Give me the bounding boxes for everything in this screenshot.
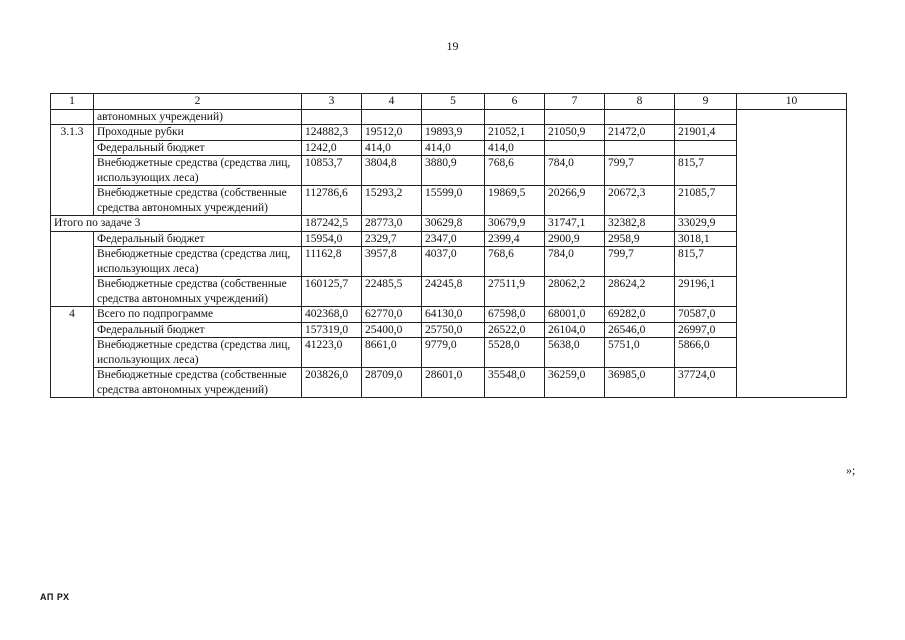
value-cell: 799,7 bbox=[605, 247, 675, 277]
value-cell: 37724,0 bbox=[675, 368, 737, 398]
value-cell: 19869,5 bbox=[485, 186, 545, 216]
value-cell: 28773,0 bbox=[362, 216, 422, 232]
table-row bbox=[51, 140, 847, 156]
value-cell: 784,0 bbox=[545, 156, 605, 186]
page-number: 19 bbox=[446, 39, 459, 53]
column-header: 7 bbox=[545, 94, 605, 110]
value-cell: 32382,8 bbox=[605, 216, 675, 232]
value-cell: 21050,9 bbox=[545, 125, 605, 141]
column-header: 3 bbox=[302, 94, 362, 110]
value-cell: 41223,0 bbox=[302, 338, 362, 368]
table-row bbox=[51, 156, 847, 186]
value-cell: 784,0 bbox=[545, 247, 605, 277]
value-cell: 15599,0 bbox=[422, 186, 485, 216]
value-cell: 3880,9 bbox=[422, 156, 485, 186]
value-cell bbox=[302, 109, 362, 125]
table-row bbox=[51, 322, 847, 338]
row-label: Федеральный бюджет bbox=[94, 322, 302, 338]
table-row bbox=[51, 338, 847, 368]
column-header: 10 bbox=[737, 94, 847, 110]
value-cell: 5751,0 bbox=[605, 338, 675, 368]
column-header: 1 bbox=[51, 94, 94, 110]
value-cell: 5638,0 bbox=[545, 338, 605, 368]
value-cell: 70587,0 bbox=[675, 307, 737, 323]
column-header: 2 bbox=[94, 94, 302, 110]
value-cell: 62770,0 bbox=[362, 307, 422, 323]
value-cell: 112786,6 bbox=[302, 186, 362, 216]
value-cell: 68001,0 bbox=[545, 307, 605, 323]
value-cell: 26997,0 bbox=[675, 322, 737, 338]
table-row bbox=[51, 307, 847, 323]
value-cell: 21472,0 bbox=[605, 125, 675, 141]
value-cell bbox=[605, 109, 675, 125]
value-cell: 15293,2 bbox=[362, 186, 422, 216]
column-10-cell bbox=[737, 109, 847, 398]
value-cell: 3018,1 bbox=[675, 231, 737, 247]
value-cell bbox=[675, 109, 737, 125]
value-cell: 187242,5 bbox=[302, 216, 362, 232]
value-cell: 30629,8 bbox=[422, 216, 485, 232]
column-header: 8 bbox=[605, 94, 675, 110]
value-cell bbox=[545, 140, 605, 156]
header-row bbox=[51, 94, 847, 110]
value-cell bbox=[422, 109, 485, 125]
value-cell: 26522,0 bbox=[485, 322, 545, 338]
value-cell: 22485,5 bbox=[362, 277, 422, 307]
value-cell: 28601,0 bbox=[422, 368, 485, 398]
table-row bbox=[51, 247, 847, 277]
value-cell: 414,0 bbox=[485, 140, 545, 156]
value-cell: 799,7 bbox=[605, 156, 675, 186]
value-cell: 69282,0 bbox=[605, 307, 675, 323]
value-cell: 2900,9 bbox=[545, 231, 605, 247]
row-label: Внебюджетные средства (собственные средства автономных учреждений) bbox=[94, 186, 302, 216]
value-cell: 3957,8 bbox=[362, 247, 422, 277]
table-row bbox=[51, 186, 847, 216]
value-cell: 414,0 bbox=[362, 140, 422, 156]
value-cell: 160125,7 bbox=[302, 277, 362, 307]
column-header: 6 bbox=[485, 94, 545, 110]
value-cell: 21085,7 bbox=[675, 186, 737, 216]
value-cell: 28709,0 bbox=[362, 368, 422, 398]
value-cell: 28624,2 bbox=[605, 277, 675, 307]
value-cell: 10853,7 bbox=[302, 156, 362, 186]
value-cell: 21901,4 bbox=[675, 125, 737, 141]
value-cell: 33029,9 bbox=[675, 216, 737, 232]
value-cell: 36259,0 bbox=[545, 368, 605, 398]
footer-label: АП РХ bbox=[40, 592, 70, 602]
value-cell: 5866,0 bbox=[675, 338, 737, 368]
value-cell: 20266,9 bbox=[545, 186, 605, 216]
budget-table bbox=[50, 93, 847, 398]
value-cell: 36985,0 bbox=[605, 368, 675, 398]
value-cell: 25400,0 bbox=[362, 322, 422, 338]
row-label: Всего по подпрограмме bbox=[94, 307, 302, 323]
value-cell: 414,0 bbox=[422, 140, 485, 156]
value-cell bbox=[362, 109, 422, 125]
code-cell bbox=[51, 109, 94, 125]
value-cell: 26104,0 bbox=[545, 322, 605, 338]
value-cell: 29196,1 bbox=[675, 277, 737, 307]
row-label: Федеральный бюджет bbox=[94, 140, 302, 156]
value-cell: 402368,0 bbox=[302, 307, 362, 323]
value-cell bbox=[485, 109, 545, 125]
row-label: Внебюджетные средства (собственные средства автономных учреждений) bbox=[94, 277, 302, 307]
value-cell: 20672,3 bbox=[605, 186, 675, 216]
column-header: 9 bbox=[675, 94, 737, 110]
value-cell: 35548,0 bbox=[485, 368, 545, 398]
value-cell: 31747,1 bbox=[545, 216, 605, 232]
table-row bbox=[51, 231, 847, 247]
value-cell bbox=[605, 140, 675, 156]
table-row bbox=[51, 368, 847, 398]
row-label: Внебюджетные средства (средства лиц, использующих леса) bbox=[94, 247, 302, 277]
value-cell: 2958,9 bbox=[605, 231, 675, 247]
value-cell: 19512,0 bbox=[362, 125, 422, 141]
value-cell: 11162,8 bbox=[302, 247, 362, 277]
value-cell: 3804,8 bbox=[362, 156, 422, 186]
value-cell: 124882,3 bbox=[302, 125, 362, 141]
group-code: 4 bbox=[51, 307, 94, 398]
table-row bbox=[51, 125, 847, 141]
continuation-row bbox=[51, 109, 847, 125]
value-cell: 203826,0 bbox=[302, 368, 362, 398]
value-cell: 2399,4 bbox=[485, 231, 545, 247]
value-cell: 2347,0 bbox=[422, 231, 485, 247]
value-cell: 1242,0 bbox=[302, 140, 362, 156]
value-cell: 8661,0 bbox=[362, 338, 422, 368]
table-row bbox=[51, 216, 847, 232]
row-label: Федеральный бюджет bbox=[94, 231, 302, 247]
value-cell: 24245,8 bbox=[422, 277, 485, 307]
value-cell: 815,7 bbox=[675, 247, 737, 277]
table-row bbox=[51, 277, 847, 307]
column-header: 5 bbox=[422, 94, 485, 110]
group-total-label: Итого по задаче 3 bbox=[51, 216, 302, 232]
value-cell: 21052,1 bbox=[485, 125, 545, 141]
value-cell: 4037,0 bbox=[422, 247, 485, 277]
value-cell bbox=[675, 140, 737, 156]
row-label: Внебюджетные средства (средства лиц, использующих леса) bbox=[94, 338, 302, 368]
row-label: Внебюджетные средства (средства лиц, использующих леса) bbox=[94, 156, 302, 186]
value-cell: 67598,0 bbox=[485, 307, 545, 323]
value-cell: 815,7 bbox=[675, 156, 737, 186]
value-cell: 5528,0 bbox=[485, 338, 545, 368]
value-cell: 30679,9 bbox=[485, 216, 545, 232]
value-cell: 26546,0 bbox=[605, 322, 675, 338]
group-code: 3.1.3 bbox=[51, 125, 94, 216]
value-cell: 15954,0 bbox=[302, 231, 362, 247]
closing-quote-mark: »; bbox=[846, 463, 856, 477]
value-cell: 28062,2 bbox=[545, 277, 605, 307]
value-cell bbox=[545, 109, 605, 125]
column-header: 4 bbox=[362, 94, 422, 110]
row-label: Проходные рубки bbox=[94, 125, 302, 141]
row-label: Внебюджетные средства (собственные средства автономных учреждений) bbox=[94, 368, 302, 398]
value-cell: 768,6 bbox=[485, 247, 545, 277]
value-cell: 2329,7 bbox=[362, 231, 422, 247]
value-cell: 9779,0 bbox=[422, 338, 485, 368]
value-cell: 25750,0 bbox=[422, 322, 485, 338]
value-cell: 19893,9 bbox=[422, 125, 485, 141]
value-cell: 768,6 bbox=[485, 156, 545, 186]
row-label: автономных учреждений) bbox=[94, 109, 302, 125]
value-cell: 64130,0 bbox=[422, 307, 485, 323]
value-cell: 157319,0 bbox=[302, 322, 362, 338]
value-cell: 27511,9 bbox=[485, 277, 545, 307]
code-cell bbox=[51, 231, 94, 307]
